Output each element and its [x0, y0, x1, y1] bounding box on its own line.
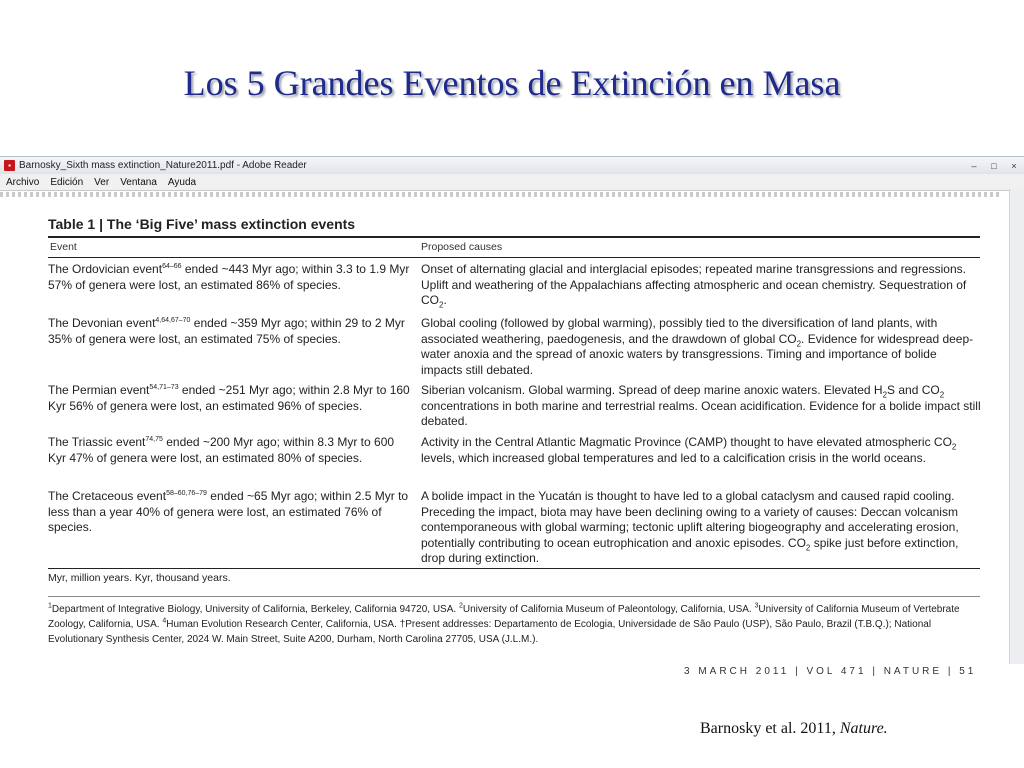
journal-footer: 3 MARCH 2011 | VOL 471 | NATURE | 51 — [684, 666, 977, 677]
menu-bar — [0, 174, 1024, 191]
cause-cell-triassic: Activity in the Central Atlantic Magmatic Province (CAMP) thought to have elevated atmospheric $CO_2$ levels, which increased global temperatures and led to a calcification crisis in the world oceans. — [421, 435, 957, 465]
cause-cell-cretaceous: A bolide impact in the Yucatán is thought to have led to a global cataclysm and caused rapid cooling. Preceding the impact, biota may have been declining owing to a variety of causes: Deccan volcanism contemporaneous with global warming; tectonic uplift altering biogeography and accelerating erosion, potentially contributing to ocean eutrophication and anoxic episodes. $CO_2$ spike just before extinction, drop during extinction. — [421, 489, 959, 565]
cause-cell-devonian: Global cooling (followed by global warming), possibly tied to the diversification of land plants, with associated weathering, paedogenesis, and the drawdown of global $CO_2$. Evidence for widespread deep-water anoxia and the spread of anoxic waters by transgressions. Timing and importance of bolide impacts still debated. — [421, 316, 974, 377]
pdf-reader-window — [0, 156, 1024, 677]
event-cell-triassic: The Triassic event$^{74,75}$ ended ~200 Myr ago; within 8.3 Myr to 600 Kyr 47% of genera were lost, an estimated 80% of species. — [48, 435, 395, 465]
cause-cell-ordovician: Onset of alternating glacial and interglacial episodes; repeated marine transgressions and regressions. Uplift and weathering of the Appalachians affecting atmospheric and ocean chemistry. Sequestration of $CO_2$. — [421, 262, 967, 310]
header-rule — [48, 257, 980, 258]
menu-ventana[interactable]: Ventana — [120, 176, 157, 188]
table-bottom-rule — [48, 568, 980, 569]
window-titlebar — [0, 156, 1024, 174]
table-notes: Myr, million years. Kyr, thousand years. — [48, 572, 231, 584]
menu-ver[interactable]: Ver — [94, 176, 110, 188]
maximize-icon[interactable]: □ — [991, 160, 997, 171]
minimize-icon[interactable]: – — [971, 160, 977, 171]
close-icon[interactable]: × — [1011, 160, 1017, 171]
column-header-event: Event — [50, 241, 77, 253]
cropped-text-line — [0, 192, 1000, 197]
table-top-rule — [48, 236, 980, 238]
pdf-icon: ▪ — [4, 160, 15, 171]
window-controls — [964, 159, 1024, 173]
cause-cell-permian: Siberian volcanism. Global warming. Spread of deep marine anoxic waters. Elevated $H_2S$ and $CO_2$ concentrations in both marine and terrestrial realms. Ocean acidification. Evidence for a bolide impact still debated. — [421, 383, 981, 428]
author-affiliations: $^1$Department of Integrative Biology, University of California, Berkeley, California 94720, USA. $^2$University of California Museum of Paleontology, California, USA. $^3$University of California Museum of Vertebrate Zoology, California, USA. $^4$Human Evolution Research Center, California, USA. †Present addresses: Departamento de Ecologia, Universidade de São Paulo (USP), São Paulo, Brazil (T.B.Q.); National Evolutionary Synthesis Center, 2024 W. Main Street, Suite A200, Durham, North Carolina 27705, USA (J.L.M.). — [48, 602, 960, 645]
event-cell-permian: The Permian event$^{54,71-73}$ ended ~251 Myr ago; within 2.8 Myr to 160 Kyr 56% of genera were lost, an estimated 96% of species. — [48, 383, 410, 413]
vertical-scrollbar[interactable] — [1009, 189, 1024, 664]
citation: Barnosky et al. 2011, Nature. — [700, 720, 888, 737]
affiliations-rule — [48, 596, 980, 597]
column-header-causes: Proposed causes — [421, 241, 503, 253]
menu-edicion[interactable]: Edición — [50, 176, 84, 188]
menu-archivo[interactable]: Archivo — [6, 176, 40, 188]
event-cell-cretaceous: The Cretaceous event$^{58-60,76-79}$ ended ~65 Myr ago; within 2.5 Myr to less than a year 40% of genera were lost, an estimated 76% of species. — [48, 489, 409, 534]
table-title: Table 1 | The ‘Big Five’ mass extinction events — [48, 216, 356, 232]
window-title: Barnosky_Sixth mass extinction_Nature2011.pdf - Adobe Reader — [19, 160, 307, 171]
event-cell-devonian: The Devonian event$^{4,64,67-70}$ ended ~359 Myr ago; within 29 to 2 Myr 35% of genera were lost, an estimated 75% of species. — [48, 316, 405, 346]
slide-title: Los 5 Grandes Eventos de Extinción en Masa — [183, 63, 841, 103]
citation-journal: Nature. — [839, 720, 888, 737]
event-cell-ordovician: The Ordovician event$^{64-66}$ ended ~443 Myr ago; within 3.3 to 1.9 Myr 57% of genera were lost, an estimated 86% of species. — [48, 262, 410, 292]
menu-ayuda[interactable]: Ayuda — [167, 176, 197, 188]
